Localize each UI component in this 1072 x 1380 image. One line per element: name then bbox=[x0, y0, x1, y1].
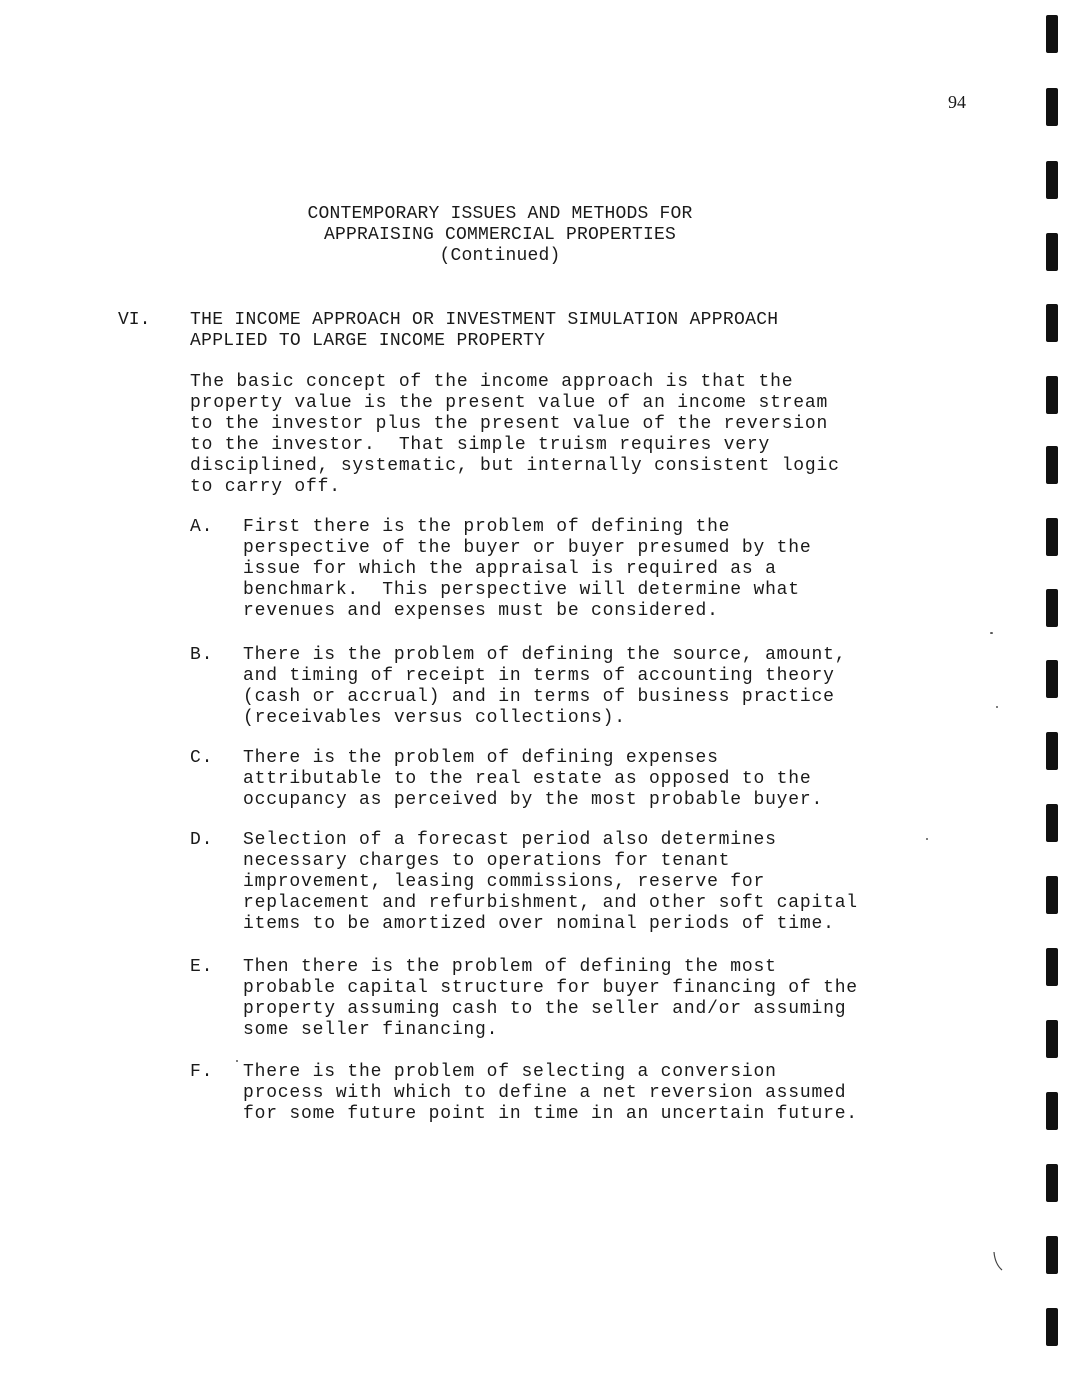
item-letter: B. bbox=[190, 645, 214, 665]
margin-binding-mark bbox=[1046, 876, 1058, 914]
heading-line: CONTEMPORARY ISSUES AND METHODS FOR bbox=[307, 204, 693, 224]
section-title-line: THE INCOME APPROACH OR INVESTMENT SIMULATION APPROACH bbox=[190, 310, 779, 330]
section-title-line: APPLIED TO LARGE INCOME PROPERTY bbox=[190, 331, 546, 351]
margin-binding-mark bbox=[1046, 1092, 1058, 1130]
intro-line: to carry off. bbox=[190, 477, 341, 497]
margin-binding-mark bbox=[1046, 1308, 1058, 1346]
margin-binding-mark bbox=[1046, 948, 1058, 986]
section-number: VI. bbox=[118, 310, 151, 330]
margin-binding-mark bbox=[1046, 1236, 1058, 1274]
margin-binding-mark bbox=[1046, 660, 1058, 698]
intro-line: to the investor plus the present value of the reversion bbox=[190, 414, 829, 434]
item-line: replacement and refurbishment, and other soft capital bbox=[243, 893, 858, 913]
item-line: issue for which the appraisal is required as a bbox=[243, 559, 777, 579]
heading-line: (Continued) bbox=[439, 246, 561, 266]
heading-line: APPRAISING COMMERCIAL PROPERTIES bbox=[323, 225, 677, 245]
scan-stroke bbox=[992, 1250, 1004, 1272]
item-line: There is the problem of selecting a conversion bbox=[243, 1062, 777, 1082]
margin-binding-mark bbox=[1046, 1020, 1058, 1058]
item-line: There is the problem of defining expenses bbox=[243, 748, 719, 768]
item-letter: D. bbox=[190, 830, 214, 850]
page-number: 94 bbox=[948, 92, 966, 112]
scan-speck bbox=[996, 706, 998, 708]
margin-binding-mark bbox=[1046, 446, 1058, 484]
margin-binding-mark bbox=[1046, 732, 1058, 770]
item-letter: F. bbox=[190, 1062, 214, 1082]
intro-line: disciplined, systematic, but internally consistent logic bbox=[190, 456, 840, 476]
item-line: occupancy as perceived by the most probable buyer. bbox=[243, 790, 824, 810]
margin-binding-mark bbox=[1046, 88, 1058, 126]
item-line: some seller financing. bbox=[243, 1020, 499, 1040]
item-line: revenues and expenses must be considered. bbox=[243, 601, 719, 621]
item-line: First there is the problem of defining the bbox=[243, 517, 731, 537]
item-line: (receivables versus collections). bbox=[243, 708, 626, 728]
item-body bbox=[243, 517, 812, 622]
item-body bbox=[243, 645, 846, 729]
item-line: There is the problem of defining the source, amount, bbox=[243, 645, 847, 665]
section-title bbox=[190, 310, 778, 352]
margin-binding-mark bbox=[1046, 518, 1058, 556]
scan-speck bbox=[926, 838, 928, 840]
item-line: necessary charges to operations for tenant bbox=[243, 851, 731, 871]
margin-binding-mark bbox=[1046, 233, 1058, 271]
intro-line: property value is the present value of an income stream bbox=[190, 393, 829, 413]
item-letter: C. bbox=[190, 748, 214, 768]
item-line: property assuming cash to the seller and/or assuming bbox=[243, 999, 847, 1019]
item-line: Then there is the problem of defining the most bbox=[243, 957, 777, 977]
margin-binding-mark bbox=[1046, 1164, 1058, 1202]
item-line: and timing of receipt in terms of accounting theory bbox=[243, 666, 835, 686]
item-letter: A. bbox=[190, 517, 214, 537]
scan-speck bbox=[236, 1060, 238, 1062]
item-line: probable capital structure for buyer financing of the bbox=[243, 978, 858, 998]
scan-speck bbox=[990, 632, 993, 634]
item-letter: E. bbox=[190, 957, 214, 977]
item-line: for some future point in time in an uncertain future. bbox=[243, 1104, 858, 1124]
intro-paragraph bbox=[190, 372, 840, 498]
item-body bbox=[243, 957, 858, 1041]
item-line: process with which to define a net reversion assumed bbox=[243, 1083, 847, 1103]
item-line: (cash or accrual) and in terms of business practice bbox=[243, 687, 835, 707]
margin-binding-mark bbox=[1046, 161, 1058, 199]
item-line: Selection of a forecast period also determines bbox=[243, 830, 777, 850]
item-body bbox=[243, 748, 823, 811]
intro-line: The basic concept of the income approach is that the bbox=[190, 372, 794, 392]
document-heading bbox=[200, 204, 800, 267]
margin-binding-mark bbox=[1046, 589, 1058, 627]
item-line: perspective of the buyer or buyer presumed by the bbox=[243, 538, 812, 558]
item-body bbox=[243, 1062, 858, 1125]
intro-line: to the investor. That simple truism requires very bbox=[190, 435, 771, 455]
item-line: improvement, leasing commissions, reserve for bbox=[243, 872, 766, 892]
margin-binding-mark bbox=[1046, 15, 1058, 53]
item-body bbox=[243, 830, 858, 935]
item-line: items to be amortized over nominal periods of time. bbox=[243, 914, 835, 934]
margin-binding-mark bbox=[1046, 304, 1058, 342]
margin-binding-mark bbox=[1046, 804, 1058, 842]
item-line: attributable to the real estate as opposed to the bbox=[243, 769, 812, 789]
item-line: benchmark. This perspective will determine what bbox=[243, 580, 800, 600]
margin-binding-mark bbox=[1046, 376, 1058, 414]
